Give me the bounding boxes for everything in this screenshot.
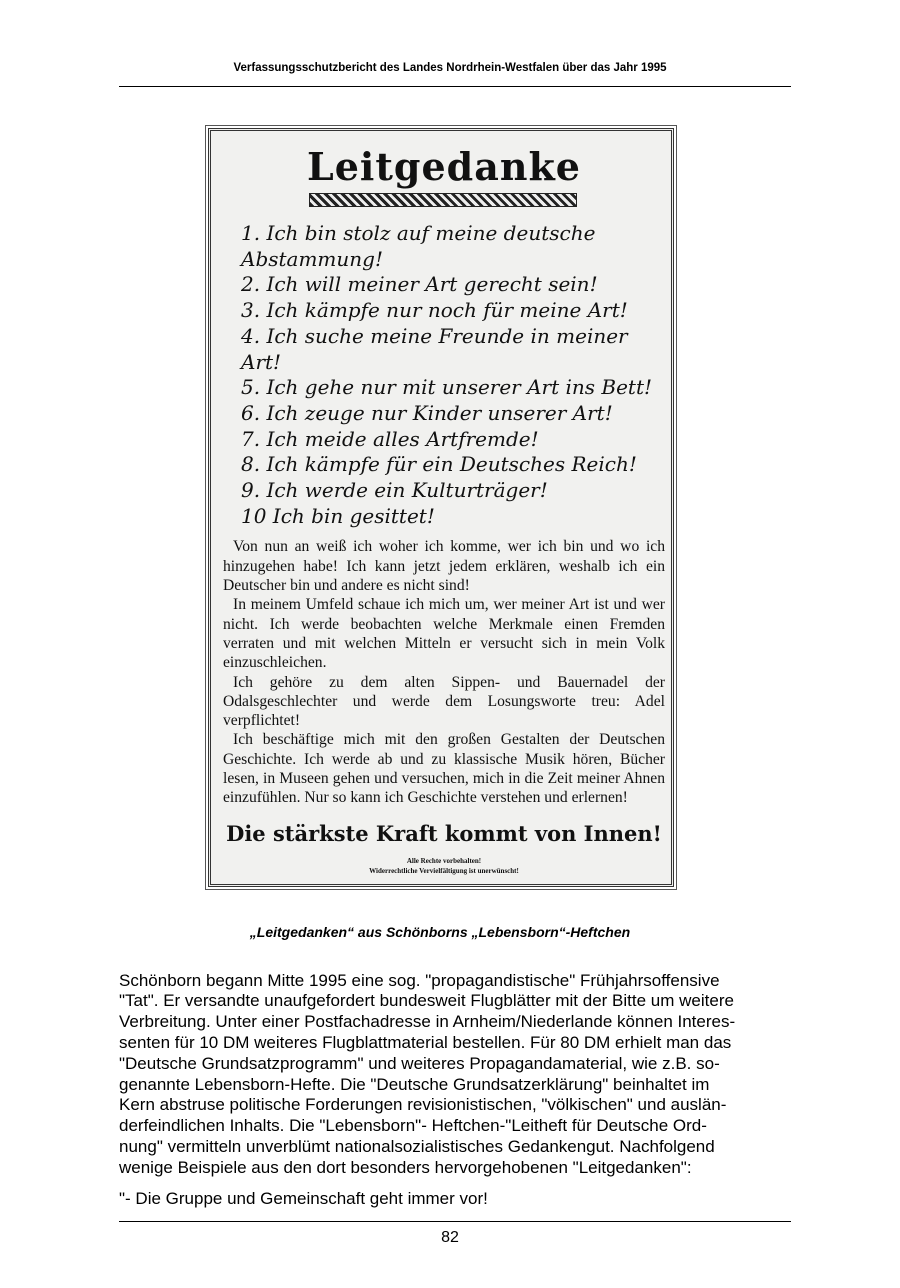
- body-line: "Deutsche Grundsatzprogramm" und weiteres Propagandamaterial, wie z.B. so-: [119, 1053, 720, 1073]
- poster-slogan: Die stärkste Kraft kommt von Innen!: [226, 820, 662, 846]
- poster-title: Leitgedanke: [307, 144, 581, 189]
- body-line: "Tat". Er versandte unaufgefordert bundesweit Flugblätter mit der Bitte um weitere: [119, 991, 734, 1011]
- list-item: 5. Ich gehe nur mit unserer Art ins Bett!: [241, 375, 653, 400]
- list-item: 8. Ich kämpfe für ein Deutsches Reich!: [241, 452, 637, 477]
- list-item: 2. Ich will meiner Art gerecht sein!: [241, 272, 598, 297]
- footer-rule: [119, 1221, 791, 1222]
- list-item: 9. Ich werde ein Kulturträger!: [241, 478, 548, 503]
- poster-text: [223, 537, 665, 807]
- list-item: 3. Ich kämpfe nur noch für meine Art!: [241, 298, 628, 323]
- body-line: wenige Beispiele aus den dort besonders hervorgehobenen "Leitgedanken":: [119, 1157, 692, 1177]
- body-paragraph: [119, 971, 809, 1179]
- poster-list: [241, 221, 665, 529]
- ornament-band: [309, 193, 577, 207]
- list-item: 10 Ich bin gesittet!: [241, 503, 435, 528]
- body-line: Schönborn begann Mitte 1995 eine sog. "propagandistische" Frühjahrsoffensive: [119, 970, 720, 990]
- poster-rights: [223, 856, 665, 876]
- poster-paragraph: Von nun an weiß ich woher ich komme, wer ich bin und wo ich hinzugehen habe! Ich kann jetzt jedem erklären, weshalb ich ein Deutscher bin und andere es nicht sind!: [223, 538, 665, 595]
- list-item: 6. Ich zeuge nur Kinder unserer Art!: [241, 400, 613, 425]
- body-line: Verbreitung. Unter einer Postfachadresse in Arnheim/Niederlande können Interes-: [119, 1012, 736, 1032]
- poster-paragraph: Ich beschäftige mich mit den großen Gestalten der Deutschen Geschichte. Ich werde ab und zu klassische Musik hören, Bücher lesen, in Museen gehen und versuchen, mich in die Zeit meiner Ahnen einzufühlen. Nur so kann ich Geschichte verstehen und erlernen!: [223, 731, 665, 807]
- page-number: 82: [441, 1229, 459, 1247]
- body-line: senten für 10 DM weiteres Flugblattmaterial bestellen. Für 80 DM erhielt man das: [119, 1032, 732, 1052]
- body-line: Kern abstruse politische Forderungen revisionistischen, "völkischen" und auslän-: [119, 1095, 727, 1115]
- list-item: 7. Ich meide alles Artfremde!: [241, 426, 539, 451]
- body-line: genannte Lebensborn-Hefte. Die "Deutsche Grundsatzerklärung" beinhaltet im: [119, 1074, 710, 1094]
- quote-line: "- Die Gruppe und Gemeinschaft geht immer vor!: [119, 1188, 488, 1208]
- poster-paragraph: Ich gehöre zu dem alten Sippen- und Bauernadel der Odalsgeschlechter und werde dem Losungsworte treu: Adel verpflichtet!: [223, 673, 665, 730]
- leitgedanke-poster-image: [208, 128, 674, 887]
- running-header: Verfassungsschutzbericht des Landes Nordrhein-Westfalen über das Jahr 1995: [233, 62, 667, 74]
- rights-line: Alle Rechte vorbehalten!: [406, 856, 482, 865]
- header-rule: [119, 86, 791, 87]
- figure-caption: „Leitgedanken“ aus Schönborns „Lebensborn“-Heftchen: [249, 923, 631, 940]
- body-line: derfeindlichen Inhalts. Die "Lebensborn"- Heftchen-"Leitheft für Deutsche Ord-: [119, 1116, 707, 1136]
- list-item: 4. Ich suche meine Freunde in meiner Art!: [241, 323, 628, 374]
- rights-line: Widerrechtliche Vervielfältigung ist unerwünscht!: [369, 866, 519, 875]
- poster-paragraph: In meinem Umfeld schaue ich mich um, wer meiner Art ist und wer nicht. Ich werde beobachten welche Merkmale einen Fremden verraten und mit welchen Mitteln er versucht sich in mein Volk einzuschleichen.: [223, 596, 665, 672]
- page-content: [0, 128, 900, 1288]
- list-item: 1. Ich bin stolz auf meine deutsche Abstammung!: [241, 221, 596, 271]
- body-line: nung" vermitteln unverblümt nationalsozialistisches Gedankengut. Nachfolgend: [119, 1136, 715, 1156]
